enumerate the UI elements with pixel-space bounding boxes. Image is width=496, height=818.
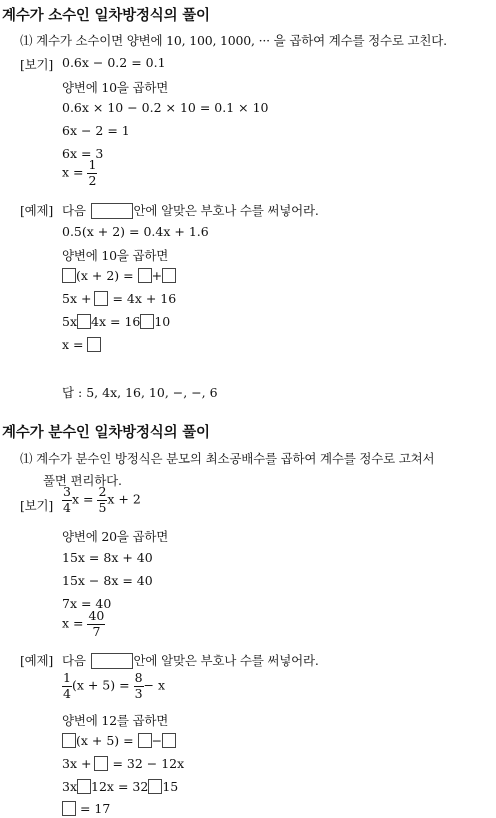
- s2-example-line2: 양변에 20을 곱하면: [62, 529, 169, 544]
- s1-pl5-c: 10: [154, 314, 171, 329]
- s2-pl1-n1: 1: [63, 670, 71, 685]
- s2-ex6-den: 7: [92, 623, 101, 639]
- s2-problem-label: [예제]: [20, 653, 54, 668]
- s2-ex1-d2: 5: [98, 499, 107, 515]
- s1-problem-line5: [62, 314, 170, 329]
- s1-example-line5: 6x = 3: [62, 146, 104, 161]
- s1-problem-lead: 다음: [62, 203, 86, 218]
- s2-problem-line2: 양변에 12를 곱하면: [62, 713, 169, 728]
- s2-problem-line4: [62, 756, 184, 771]
- s2-rule: [20, 449, 434, 467]
- s2-pl1-d2: 3: [134, 685, 143, 701]
- s1-pl6-a: x =: [62, 337, 84, 352]
- s1-problem-tail: 안에 알맞은 부호나 수를 써넣어라.: [133, 203, 319, 218]
- s2-example-line5: 7x = 40: [62, 596, 112, 611]
- s2-problem-line5: [62, 779, 178, 794]
- s1-pl5-b: 4x = 16: [91, 314, 141, 329]
- s1-example-line1: 0.6x − 0.2 = 0.1: [62, 55, 166, 70]
- s2-problem-tail: 안에 알맞은 부호나 수를 써넣어라.: [133, 653, 319, 668]
- s2-ex1-n2: 2: [98, 484, 107, 499]
- s2-ex6-num: 40: [88, 608, 105, 623]
- s1-problem-line3: [62, 268, 176, 283]
- s1-pl4-a: 5x +: [62, 291, 92, 306]
- s2-example-line3: 15x = 8x + 40: [62, 550, 153, 565]
- s2-pl4-b: = 32 − 12x: [112, 756, 185, 771]
- s1-problem-line2: 양변에 10을 곱하면: [62, 248, 169, 263]
- s1-ex6-lhs: x =: [62, 164, 84, 180]
- s1-example-line6: [62, 159, 97, 187]
- s2-example-line4: 15x − 8x = 40: [62, 573, 153, 588]
- s2-blank-5[interactable]: [77, 779, 91, 794]
- s1-example-label: [보기]: [20, 57, 54, 72]
- s2-ex1-d1: 4: [63, 499, 71, 515]
- s2-ex1-frac2: [97, 486, 107, 514]
- s1-blank-2[interactable]: [138, 268, 152, 283]
- s1-pl3-a: (x + 2) =: [76, 268, 134, 283]
- s1-answer: 답 : 5, 4x, 16, 10, −, −, 6: [62, 385, 218, 400]
- s1-pl4-b: = 4x + 16: [112, 291, 177, 306]
- section1-heading: 계수가 소수인 일차방정식의 풀이: [2, 8, 210, 24]
- s1-blank-6[interactable]: [140, 314, 154, 329]
- s2-pl1-d1: 4: [63, 685, 71, 701]
- s2-pl6-b: = 17: [79, 801, 111, 816]
- s2-ex1-mid: x =: [71, 491, 94, 507]
- s2-example-line1: [62, 486, 141, 514]
- s2-problem-lead: 다음: [62, 653, 86, 668]
- s2-ex6-lhs: x =: [62, 615, 84, 631]
- s2-pl1-frac1: [62, 672, 72, 700]
- s2-problem-instruction: [62, 651, 319, 669]
- s2-example-label: [보기]: [20, 498, 54, 513]
- s1-problem-line6: [62, 337, 101, 352]
- s2-problem-line1: [62, 672, 165, 700]
- s2-ex1-frac1: [62, 486, 72, 514]
- s1-rule-marker: ⑴: [20, 33, 33, 48]
- s2-blank-2[interactable]: [138, 733, 152, 748]
- s1-example-line4: 6x − 2 = 1: [62, 123, 130, 138]
- s2-rule-line2: 풀면 편리하다.: [43, 473, 122, 488]
- s2-pl3-a: (x + 5) =: [76, 733, 134, 748]
- s1-blank-7[interactable]: [87, 337, 101, 352]
- s2-instruction-blank-box: [91, 653, 133, 669]
- s1-problem-label: [예제]: [20, 203, 54, 218]
- s2-pl1-frac2: [134, 672, 144, 700]
- s1-example-line3: 0.6x × 10 − 0.2 × 10 = 0.1 × 10: [62, 100, 269, 115]
- s1-rule: [20, 31, 447, 49]
- s1-blank-5[interactable]: [77, 314, 91, 329]
- s2-blank-1[interactable]: [62, 733, 76, 748]
- s1-instruction-blank-box: [91, 203, 133, 219]
- s2-ex6-fraction: [87, 610, 105, 638]
- s2-example-line6: [62, 610, 105, 638]
- s2-pl3-b: −: [151, 733, 163, 748]
- s2-pl4-a: 3x +: [62, 756, 92, 771]
- s2-pl1-mid: (x + 5) =: [71, 677, 130, 693]
- s2-pl1-n2: 8: [134, 670, 143, 685]
- s2-pl5-a: 3x: [62, 779, 78, 794]
- s2-rule-marker: ⑴: [20, 451, 33, 466]
- s1-problem-line1: 0.5(x + 2) = 0.4x + 1.6: [62, 224, 209, 239]
- s1-ex6-num: 1: [88, 157, 97, 172]
- s1-ex6-den: 2: [88, 172, 97, 188]
- s1-pl3-b: +: [151, 268, 163, 283]
- s2-problem-line3: [62, 733, 176, 748]
- section2-heading: 계수가 분수인 일차방정식의 풀이: [2, 425, 210, 441]
- s2-pl5-b: 12x = 32: [91, 779, 149, 794]
- s1-blank-1[interactable]: [62, 268, 76, 283]
- s2-blank-4[interactable]: [94, 756, 108, 771]
- s2-blank-7[interactable]: [62, 801, 76, 816]
- s2-rule-text: 계수가 분수인 방정식은 분모의 최소공배수를 곱하여 계수를 정수로 고쳐서: [36, 451, 435, 466]
- s1-rule-text: 계수가 소수이면 양변에 10, 100, 1000, ··· 을 곱하여 계수를 정수로 고친다.: [36, 33, 447, 48]
- s2-ex1-n1: 3: [63, 484, 71, 499]
- s2-blank-6[interactable]: [148, 779, 162, 794]
- s2-blank-3[interactable]: [162, 733, 176, 748]
- s2-ex1-end: x + 2: [107, 491, 141, 507]
- s1-example-line2: 양변에 10을 곱하면: [62, 80, 169, 95]
- s1-blank-4[interactable]: [94, 291, 108, 306]
- s1-problem-instruction: [62, 201, 319, 219]
- s1-blank-3[interactable]: [162, 268, 176, 283]
- s2-pl1-end: − x: [143, 677, 166, 693]
- s1-problem-line4: [62, 291, 176, 306]
- s2-problem-line6: [62, 801, 110, 816]
- s2-pl5-c: 15: [162, 779, 179, 794]
- s1-ex6-fraction: [87, 159, 97, 187]
- s1-pl5-a: 5x: [62, 314, 78, 329]
